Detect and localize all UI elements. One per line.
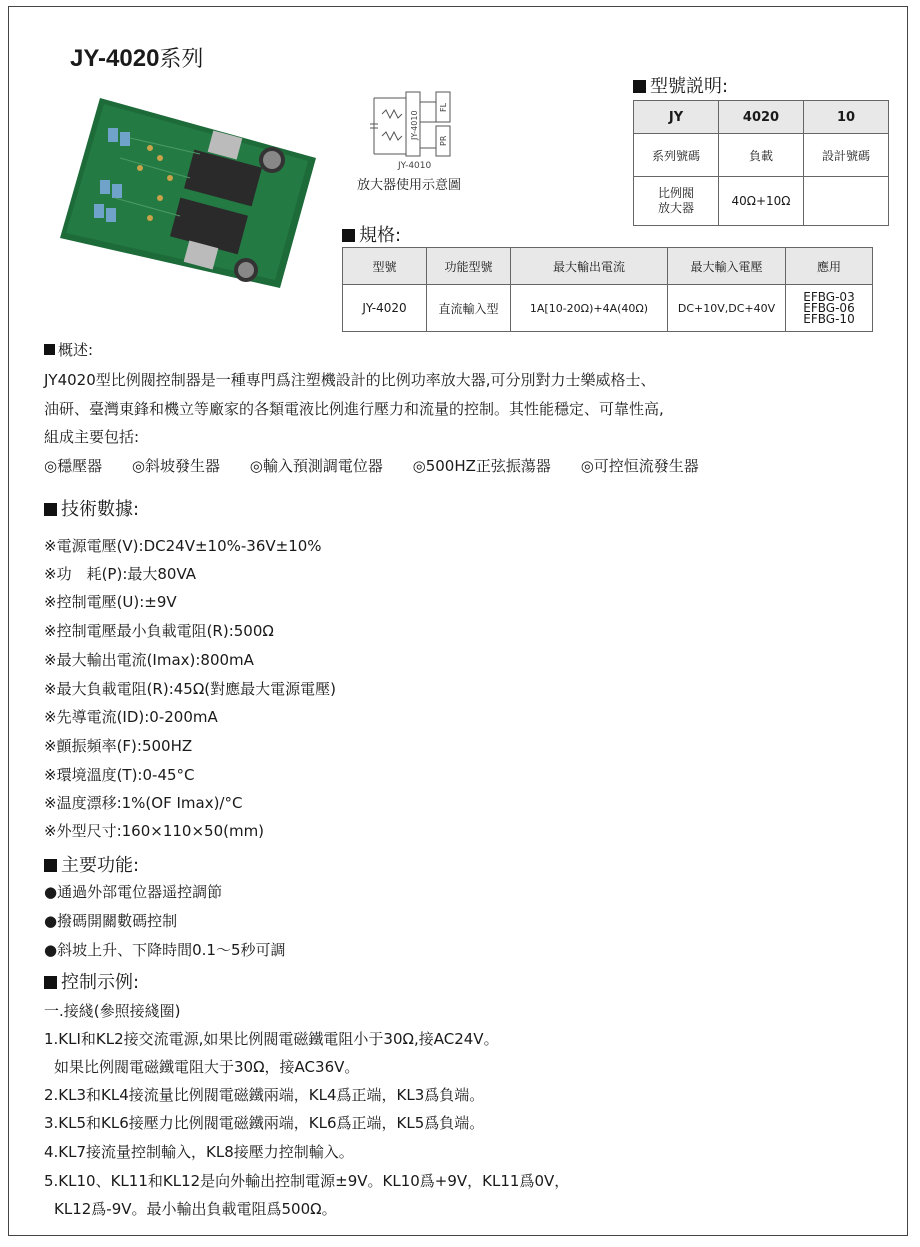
spec-header-cell: 型號 <box>343 248 427 285</box>
model-explain-table <box>633 100 889 226</box>
function-item: ●斜坡上升、下降時間0.1～5秒可調 <box>44 941 286 959</box>
functions-heading: 主要功能: <box>44 851 139 877</box>
spec-header-cell: 最大輸出電流 <box>511 248 668 285</box>
tech-item: ※最大輸出電流(Imax):800mA <box>44 651 254 669</box>
overview-line: 油研、臺灣東鋒和機立等廠家的各類電液比例進行壓力和流量的控制。其性能穩定、可靠性高, <box>44 400 664 418</box>
model-cell: 設計號碼 <box>804 134 889 177</box>
tech-item: ※功 耗(P):最大80VA <box>44 565 197 583</box>
example-line: 1.KLI和KL2接交流電源,如果比例閥電磁鐵電阻小于30Ω,接AC24V。 <box>44 1030 499 1048</box>
feature-item: ◎可控恒流發生器 <box>580 457 699 475</box>
spec-apps-cell <box>786 285 873 332</box>
spec-table <box>342 247 873 332</box>
schematic-caption: 放大器使用示意圖 <box>357 178 462 193</box>
square-bullet-icon <box>44 344 55 355</box>
tech-item: ※環境溫度(T):0-45°C <box>44 766 195 784</box>
square-bullet-icon <box>44 976 57 989</box>
tech-item: ※先導電流(ID):0-200mA <box>44 708 218 726</box>
model-cell <box>804 177 889 226</box>
overview-line: JY4020型比例閥控制器是一種専門爲注塑機設計的比例功率放大器,可分別對力士樂威格士、 <box>44 371 656 389</box>
feature-item: ◎輸入預測調電位器 <box>249 457 383 475</box>
feature-item: ◎穩壓器 <box>44 457 103 475</box>
example-line: 5.KL10、KL11和KL12是向外輸出控制電源±9V。KL10爲+9V，KL11爲0V， <box>44 1172 570 1190</box>
example-line: 2.KL3和KL4接流量比例閥電磁鐵兩端，KL4爲正端，KL3爲負端。 <box>44 1086 485 1104</box>
model-cell: 4020 <box>719 101 804 134</box>
schematic-label-fl: FL <box>439 102 448 112</box>
example-line: KL12爲-9V。最小輸出負載電阻爲500Ω。 <box>54 1200 337 1218</box>
tech-item: ※電源電壓(V):DC24V±10%-36V±10% <box>44 537 322 555</box>
square-bullet-icon <box>44 503 57 516</box>
model-cell: JY <box>634 101 719 134</box>
feature-item: ◎500HZ正弦振蕩器 <box>412 457 551 475</box>
spec-cell: DC+10V,DC+40V <box>668 285 786 332</box>
page-title: JY-4020系列 <box>70 45 204 72</box>
spec-heading: 規格: <box>342 221 401 247</box>
model-cell: 系列號碼 <box>634 134 719 177</box>
tech-item: ※控制電壓(U):±9V <box>44 593 177 611</box>
schematic-label-pr: PR <box>439 135 448 146</box>
model-cell: 40Ω+10Ω <box>719 177 804 226</box>
tech-item: ※最大負載電阻(R):45Ω(對應最大電源電壓) <box>44 680 337 698</box>
spec-header-cell: 最大輸入電壓 <box>668 248 786 285</box>
square-bullet-icon <box>44 859 57 872</box>
tech-item: ※外型尺寸:160×110×50(mm) <box>44 822 265 840</box>
model-cell: 負載 <box>719 134 804 177</box>
example-line: 一.接綫(參照接綫圈) <box>44 1002 181 1020</box>
model-explain-heading: 型號説明: <box>633 72 728 98</box>
spec-cell: JY-4020 <box>343 285 427 332</box>
overview-line: 組成主要包括: <box>44 428 140 446</box>
model-cell: 比例閥 放大器 <box>634 177 719 226</box>
schematic-caption-model: JY-4010 <box>398 161 432 171</box>
pcb-board-photo <box>60 98 316 288</box>
spec-cell: 1A[10-20Ω)+4A(40Ω) <box>511 285 668 332</box>
feature-item: ◎斜坡發生器 <box>131 457 220 475</box>
spec-header-cell: 功能型號 <box>427 248 511 285</box>
square-bullet-icon <box>342 229 355 242</box>
function-item: ●通過外部電位器遥控調節 <box>44 883 223 901</box>
tech-heading: 技術數據: <box>44 495 139 521</box>
app-item: EFBG-06 <box>803 300 855 315</box>
examples-heading: 控制示例: <box>44 968 139 994</box>
spec-header-cell: 應用 <box>786 248 873 285</box>
example-line: 4.KL7接流量控制輸入，KL8接壓力控制輸入。 <box>44 1143 354 1161</box>
schematic-label-amp: JY-4010 <box>410 110 419 140</box>
app-item: EFBG-03 <box>803 289 855 304</box>
tech-item: ※温度漂移:1%(OF Imax)/°C <box>44 794 243 812</box>
square-bullet-icon <box>633 80 646 93</box>
example-line: 如果比例閥電磁鐵電阻大于30Ω，接AC36V。 <box>54 1058 360 1076</box>
app-item: EFBG-10 <box>803 311 855 326</box>
function-item: ●撥碼開關數碼控制 <box>44 912 178 930</box>
amplifier-schematic <box>362 88 462 163</box>
example-line: 3.KL5和KL6接壓力比例閥電磁鐵兩端，KL6爲正端，KL5爲負端。 <box>44 1114 485 1132</box>
spec-cell: 直流輸入型 <box>427 285 511 332</box>
overview-heading: 概述: <box>44 339 93 360</box>
model-cell: 10 <box>804 101 889 134</box>
overview-features <box>44 455 724 476</box>
tech-item: ※控制電壓最小負載電阻(R):500Ω <box>44 622 274 640</box>
tech-item: ※顫振頻率(F):500HZ <box>44 737 193 755</box>
